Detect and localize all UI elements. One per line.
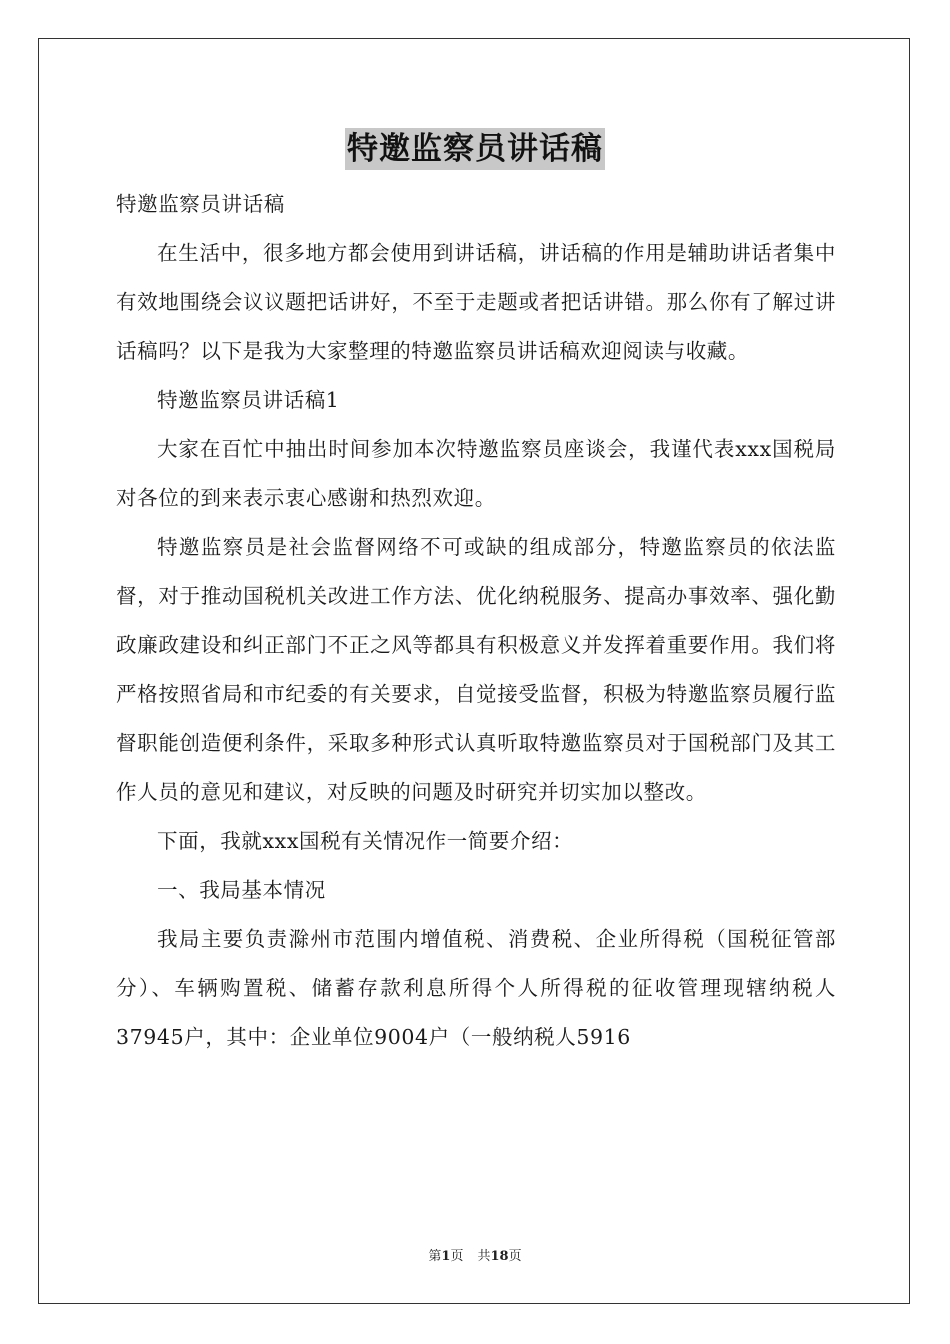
paragraph-introduction: 下面，我就xxx国税有关情况作一简要介绍： [157, 829, 574, 853]
paragraph-supervision: 特邀监察员是社会监督网络不可或缺的组成部分，特邀监察员的依法监督，对于推动国税机关改进工作方法、优化纳税服务、提高办事效率、强化勤政廉政建设和纠正部门不正之风等都具有积极意义并发挥着重要作用。我们将严格按照省局和市纪委的有关要求，自觉接受监督，积极为特邀监察员履行监督职能创造便利条件，采取多种形式认真听取特邀监察员对于国税部门及其工作人员的意见和建议，对反映的问题及时研究并切实加以整改。 [116, 535, 836, 804]
document-subtitle: 特邀监察员讲话稿 [116, 192, 285, 216]
total-page-count: 18 [490, 1249, 509, 1264]
total-prefix: 共 [477, 1249, 491, 1264]
page-unit: 页 [450, 1249, 464, 1264]
section-heading: 特邀监察员讲话稿1 [157, 388, 340, 412]
page-footer [0, 1248, 950, 1266]
total-unit: 页 [508, 1249, 522, 1264]
current-page-number: 1 [441, 1249, 451, 1264]
paragraph-basic-info: 我局主要负责滁州市范围内增值税、消费税、企业所得税（国税征管部分）、车辆购置税、储蓄存款利息所得个人所得税的征收管理现辖纳税人37945户，其中：企业单位9004户（一般纳税人5916 [116, 927, 836, 1049]
paragraph-intro: 在生活中，很多地方都会使用到讲话稿，讲话稿的作用是辅助讲话者集中有效地围绕会议议题把话讲好，不至于走题或者把话讲错。那么你有了解过讲话稿吗？以下是我为大家整理的特邀监察员讲话稿欢迎阅读与收藏。 [116, 241, 836, 363]
document-title: 特邀监察员讲话稿 [345, 128, 605, 170]
document-body [116, 180, 836, 1062]
subsection-heading: 一、我局基本情况 [157, 878, 326, 902]
paragraph-welcome: 大家在百忙中抽出时间参加本次特邀监察员座谈会，我谨代表xxx国税局对各位的到来表示衷心感谢和热烈欢迎。 [116, 437, 836, 510]
page-prefix: 第 [428, 1249, 442, 1264]
title-container [0, 128, 950, 170]
